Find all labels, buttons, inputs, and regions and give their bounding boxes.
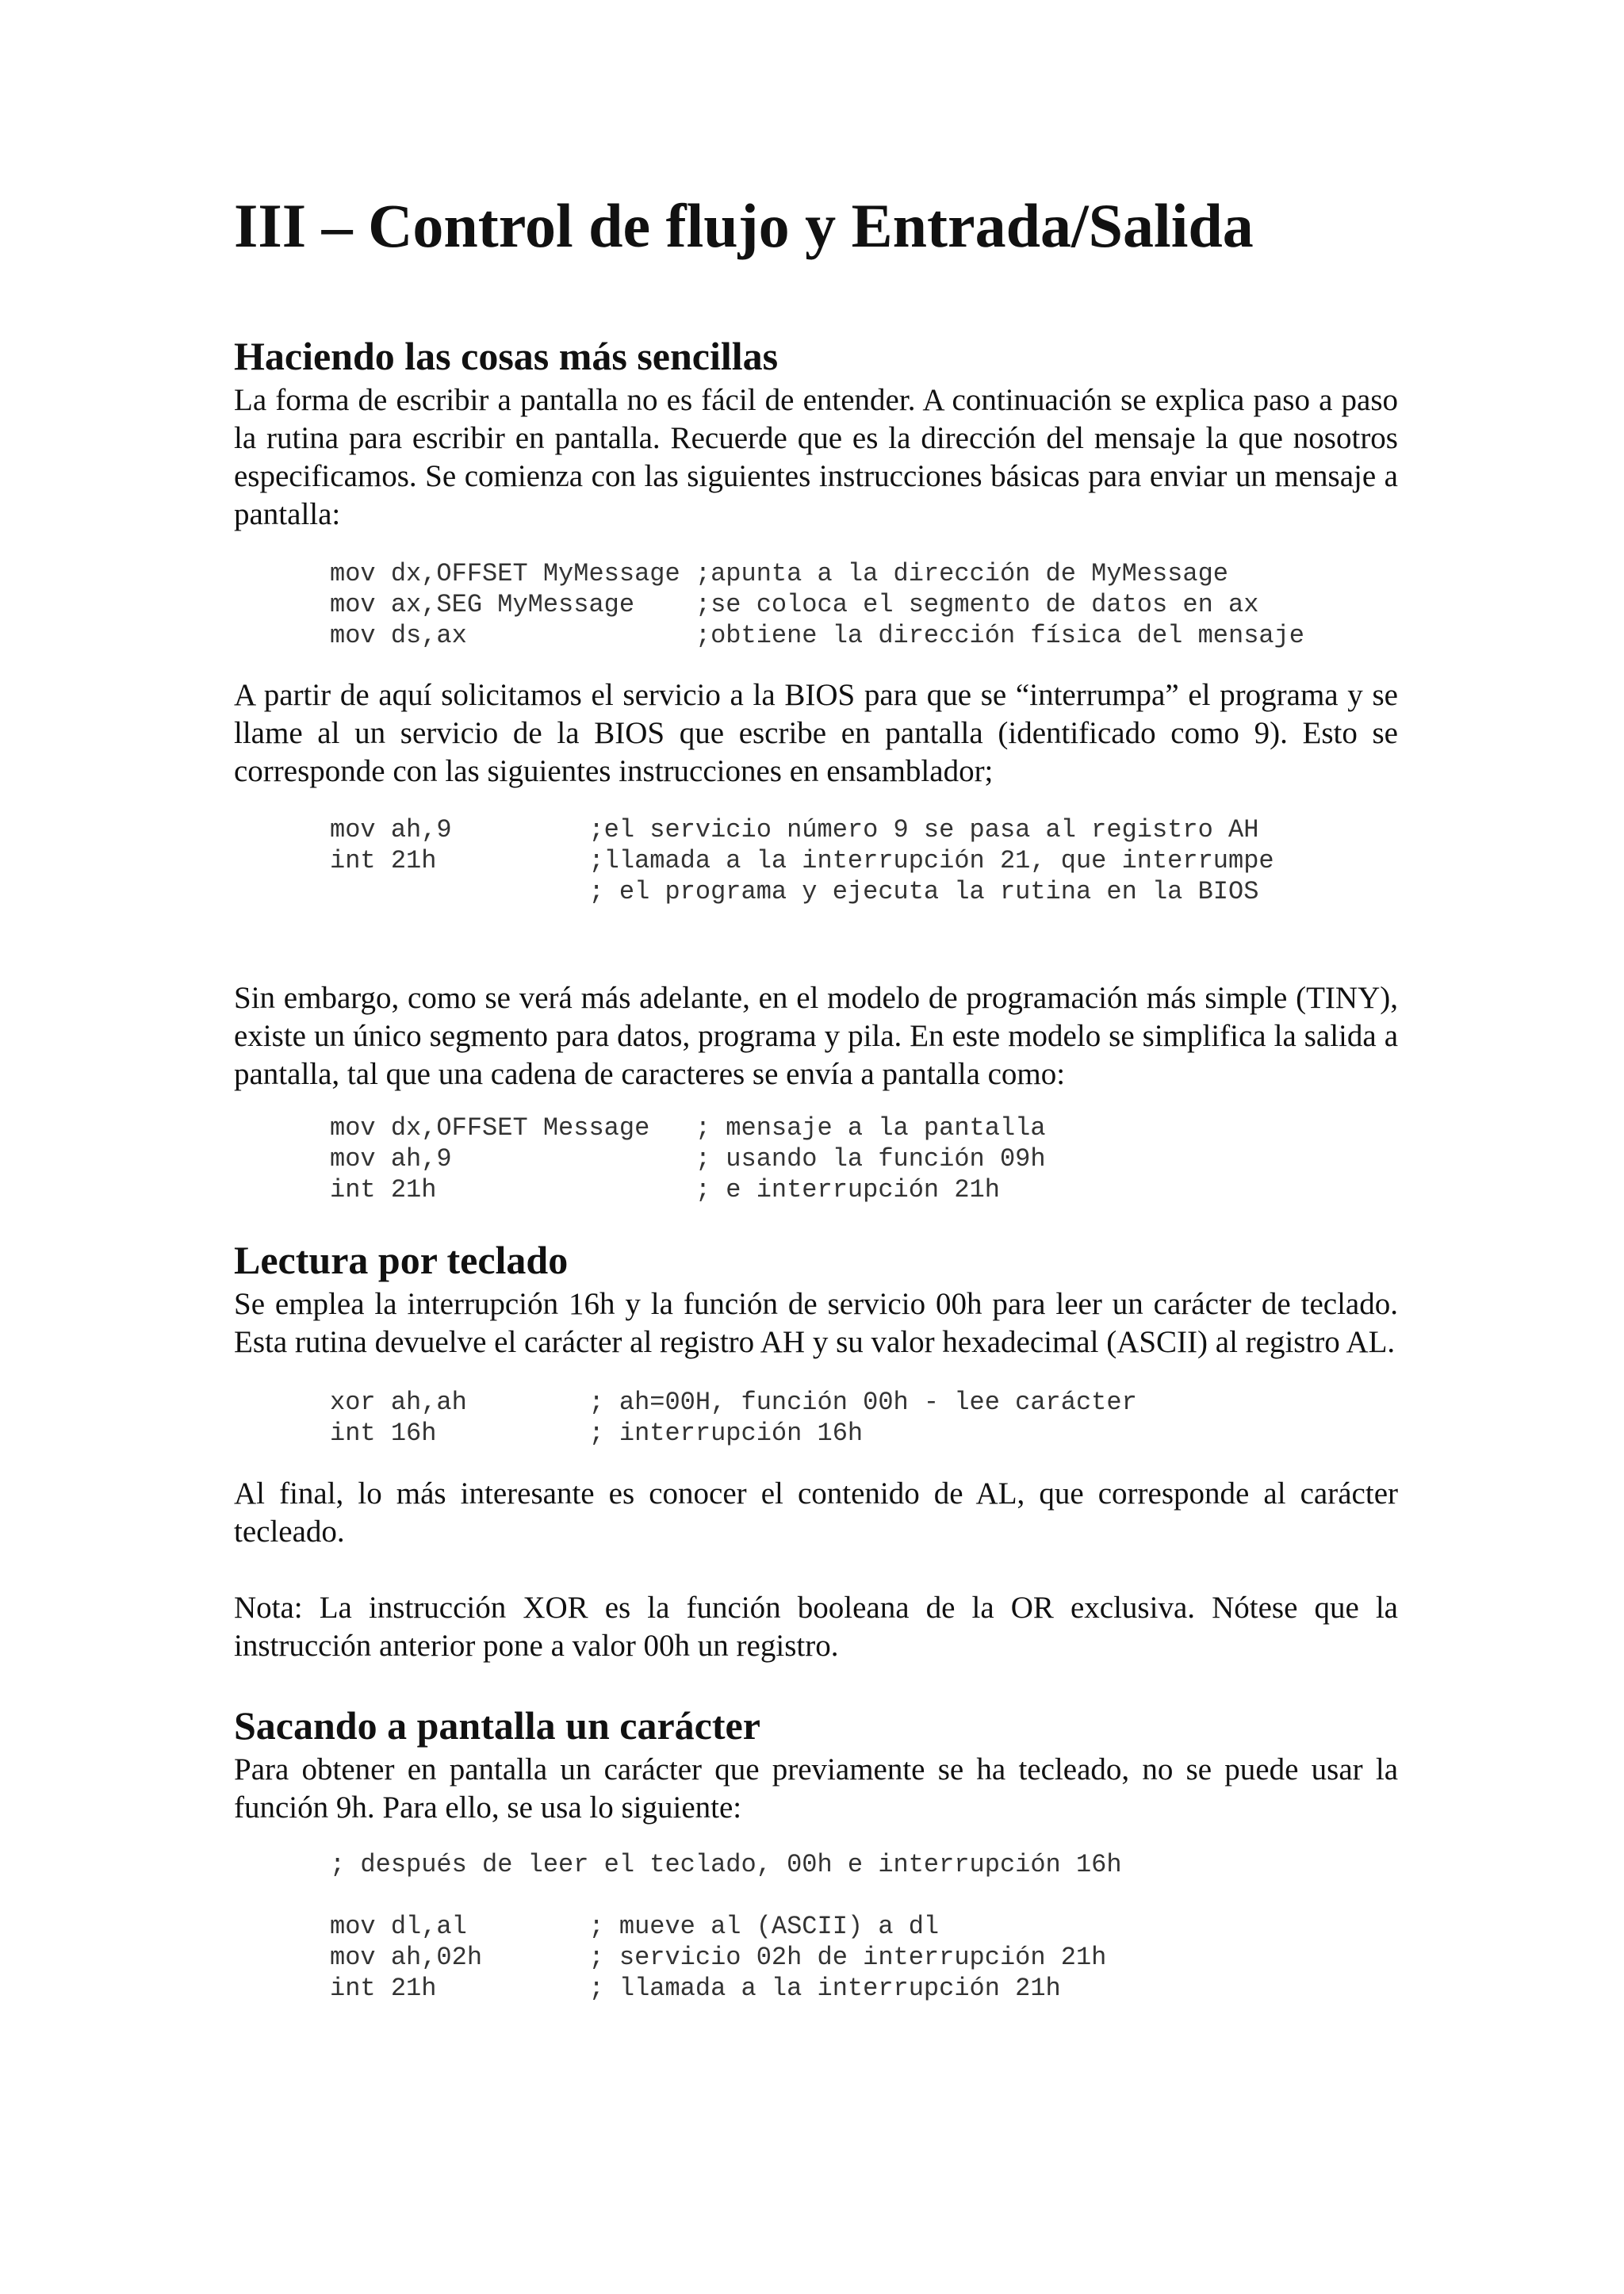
code-block-keyboard-read: xor ah,ah ; ah=00H, función 00h - lee carácter int 16h ; interrupción 16h	[330, 1387, 1137, 1448]
section-heading-keyboard-read: Lectura por teclado	[234, 1237, 569, 1282]
section-heading-char-output: Sacando a pantalla un carácter	[234, 1702, 760, 1748]
paragraph-intro: La forma de escribir a pantalla no es fácil de entender. A continuación se explica paso a paso la rutina para escribir en pantalla. Recuerde que es la dirección del mensaje la que nosotros especificamos. Se comienza con las siguientes instrucciones básicas para enviar un mensaje a pantalla:	[234, 382, 1398, 531]
paragraph-char-output-intro: Para obtener en pantalla un carácter que previamente se ha tecleado, no se puede usar la función 9h. Para ello, se usa lo siguiente:	[234, 1752, 1398, 1825]
section-heading-simplifying: Haciendo las cosas más sencillas	[234, 333, 779, 378]
code-block-tiny-output: mov dx,OFFSET Message ; mensaje a la pantalla mov ah,9 ; usando la función 09h int 21h ; e interrupción 21h	[330, 1113, 1046, 1204]
code-block-message-address: mov dx,OFFSET MyMessage ;apunta a la dirección de MyMessage mov ax,SEG MyMessage ;se coloca el segmento de datos en ax mov ds,ax ;obtiene la dirección física del mensaje	[330, 558, 1304, 650]
code-block-char-output: ; después de leer el teclado, 00h e interrupción 16h mov dl,al ; mueve al (ASCII) a dl mov ah,02h ; servicio 02h de interrupción 21h int 21h ; llamada a la interrupción 21h	[330, 1849, 1122, 2003]
paragraph-al-content: Al final, lo más interesante es conocer el contenido de AL, que corresponde al carácter tecleado.	[234, 1476, 1398, 1549]
code-block-interrupt-21: mov ah,9 ;el servicio número 9 se pasa al registro AH int 21h ;llamada a la interrupción 21, que interrumpe ; el programa y ejecuta la rutina en la BIOS	[330, 814, 1274, 906]
paragraph-bios-service: A partir de aquí solicitamos el servicio a la BIOS para que se “interrumpa” el programa y se llame al un servicio de la BIOS que escribe en pantalla (identificado como 9). Esto se corresponde con las siguientes instrucciones en ensamblador;	[234, 677, 1398, 788]
paragraph-tiny-model: Sin embargo, como se verá más adelante, en el modelo de programación más simple (TINY), existe un único segmento para datos, programa y pila. En este modelo se simplifica la salida a pantalla, tal que una cadena de caracteres se envía a pantalla como:	[234, 980, 1398, 1091]
page-title: III – Control de flujo y Entrada/Salida	[234, 191, 1254, 260]
paragraph-xor-note: Nota: La instrucción XOR es la función booleana de la OR exclusiva. Nótese que la instrucción anterior pone a valor 00h un registro.	[234, 1590, 1398, 1663]
paragraph-keyboard-intro: Se emplea la interrupción 16h y la función de servicio 00h para leer un carácter de teclado. Esta rutina devuelve el carácter al registro AH y su valor hexadecimal (ASCII) al registro AL.	[234, 1286, 1398, 1359]
